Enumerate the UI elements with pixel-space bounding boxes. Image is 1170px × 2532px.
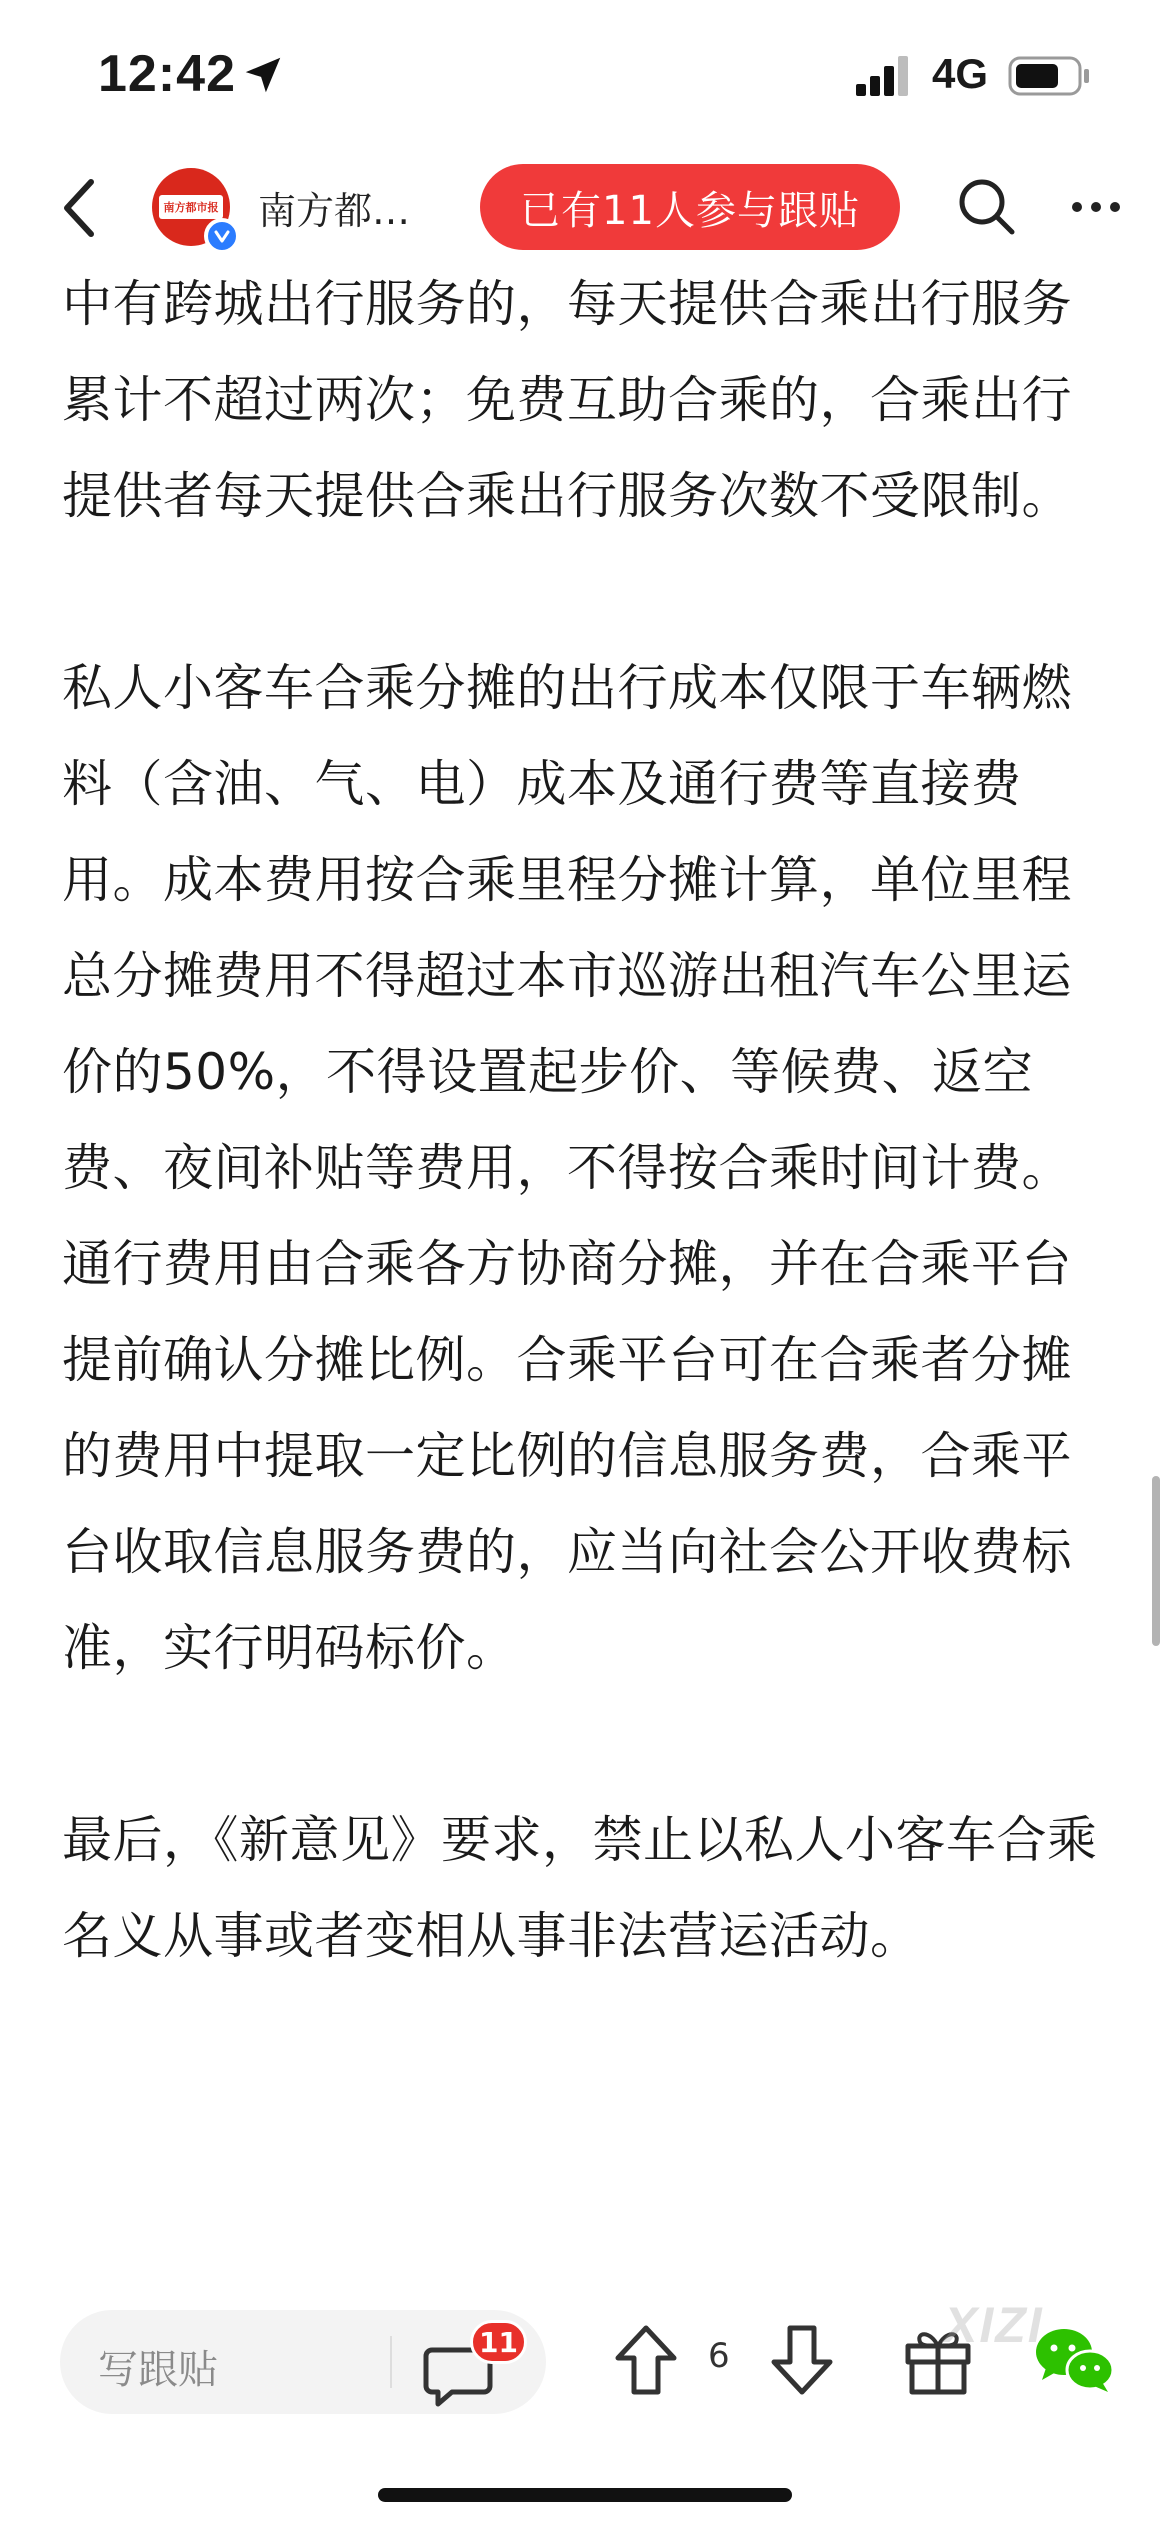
comment-count-badge: 11 xyxy=(470,2320,527,2364)
publisher-logo-text: 南方都市报 xyxy=(163,201,219,214)
publisher-avatar[interactable] xyxy=(152,168,230,246)
more-dots-icon xyxy=(1071,201,1121,213)
downvote-button[interactable] xyxy=(764,2320,840,2400)
reply-placeholder: 写跟贴 xyxy=(98,2347,218,2393)
status-time: 12:42 xyxy=(98,45,236,103)
site-watermark: XIZI xyxy=(944,2297,1044,2353)
battery-icon xyxy=(1008,54,1092,98)
article-body xyxy=(62,256,1112,1984)
upvote-arrow-icon xyxy=(614,2324,678,2396)
article-paragraph: 最后，《新意见》要求，禁止以私人小客车合乘名义从事或者变相从事非法营运活动。 xyxy=(62,1811,1098,1965)
publisher-name[interactable]: 南方都… xyxy=(258,189,411,233)
location-arrow-icon xyxy=(240,52,286,98)
article-header xyxy=(0,150,1170,266)
wechat-icon xyxy=(1032,2324,1116,2396)
back-button[interactable] xyxy=(44,170,114,246)
downvote-arrow-icon xyxy=(770,2324,834,2396)
comments-button[interactable] xyxy=(422,2324,532,2404)
article-paragraph: 中有跨城出行服务的，每天提供合乘出行服务累计不超过两次；免费互助合乘的，合乘出行提供者每天提供合乘出行服务次数不受限制。 xyxy=(62,275,1072,525)
status-bar xyxy=(0,0,1170,150)
search-button[interactable] xyxy=(952,172,1022,242)
network-type-label: 4G xyxy=(932,50,989,97)
publisher-logo xyxy=(159,195,223,219)
article-paragraph: 私人小客车合乘分摊的出行成本仅限于车辆燃料（含油、气、电）成本及通行费等直接费用。成本费用按合乘里程分摊计算，单位里程总分摊费用不得超过本市巡游出租汽车公里运价的50%，不得设置起步价、等候费、返空费、夜间补贴等费用，不得按合乘时间计费。通行费用由合乘各方协商分摊，并在合乘平台提前确认分摊比例。合乘平台可在合乘者分摊的费用中提取一定比例的信息服务费，合乘平台收取信息服务费的，应当向社会公开收费标准，实行明码标价。 xyxy=(62,659,1072,1677)
home-indicator[interactable] xyxy=(378,2488,792,2502)
reply-input[interactable] xyxy=(60,2310,546,2414)
search-icon xyxy=(956,176,1018,238)
verified-badge-icon xyxy=(204,218,240,254)
more-options-button[interactable] xyxy=(1056,172,1136,242)
vote-count: 6 xyxy=(708,2336,730,2376)
follow-posts-button[interactable]: 已有11人参与跟贴 xyxy=(480,164,900,250)
scrollbar-thumb[interactable] xyxy=(1152,1476,1160,1646)
upvote-button[interactable] xyxy=(608,2320,684,2400)
reply-divider xyxy=(390,2336,392,2388)
back-chevron-icon xyxy=(59,176,99,240)
cellular-signal-icon xyxy=(856,56,918,96)
